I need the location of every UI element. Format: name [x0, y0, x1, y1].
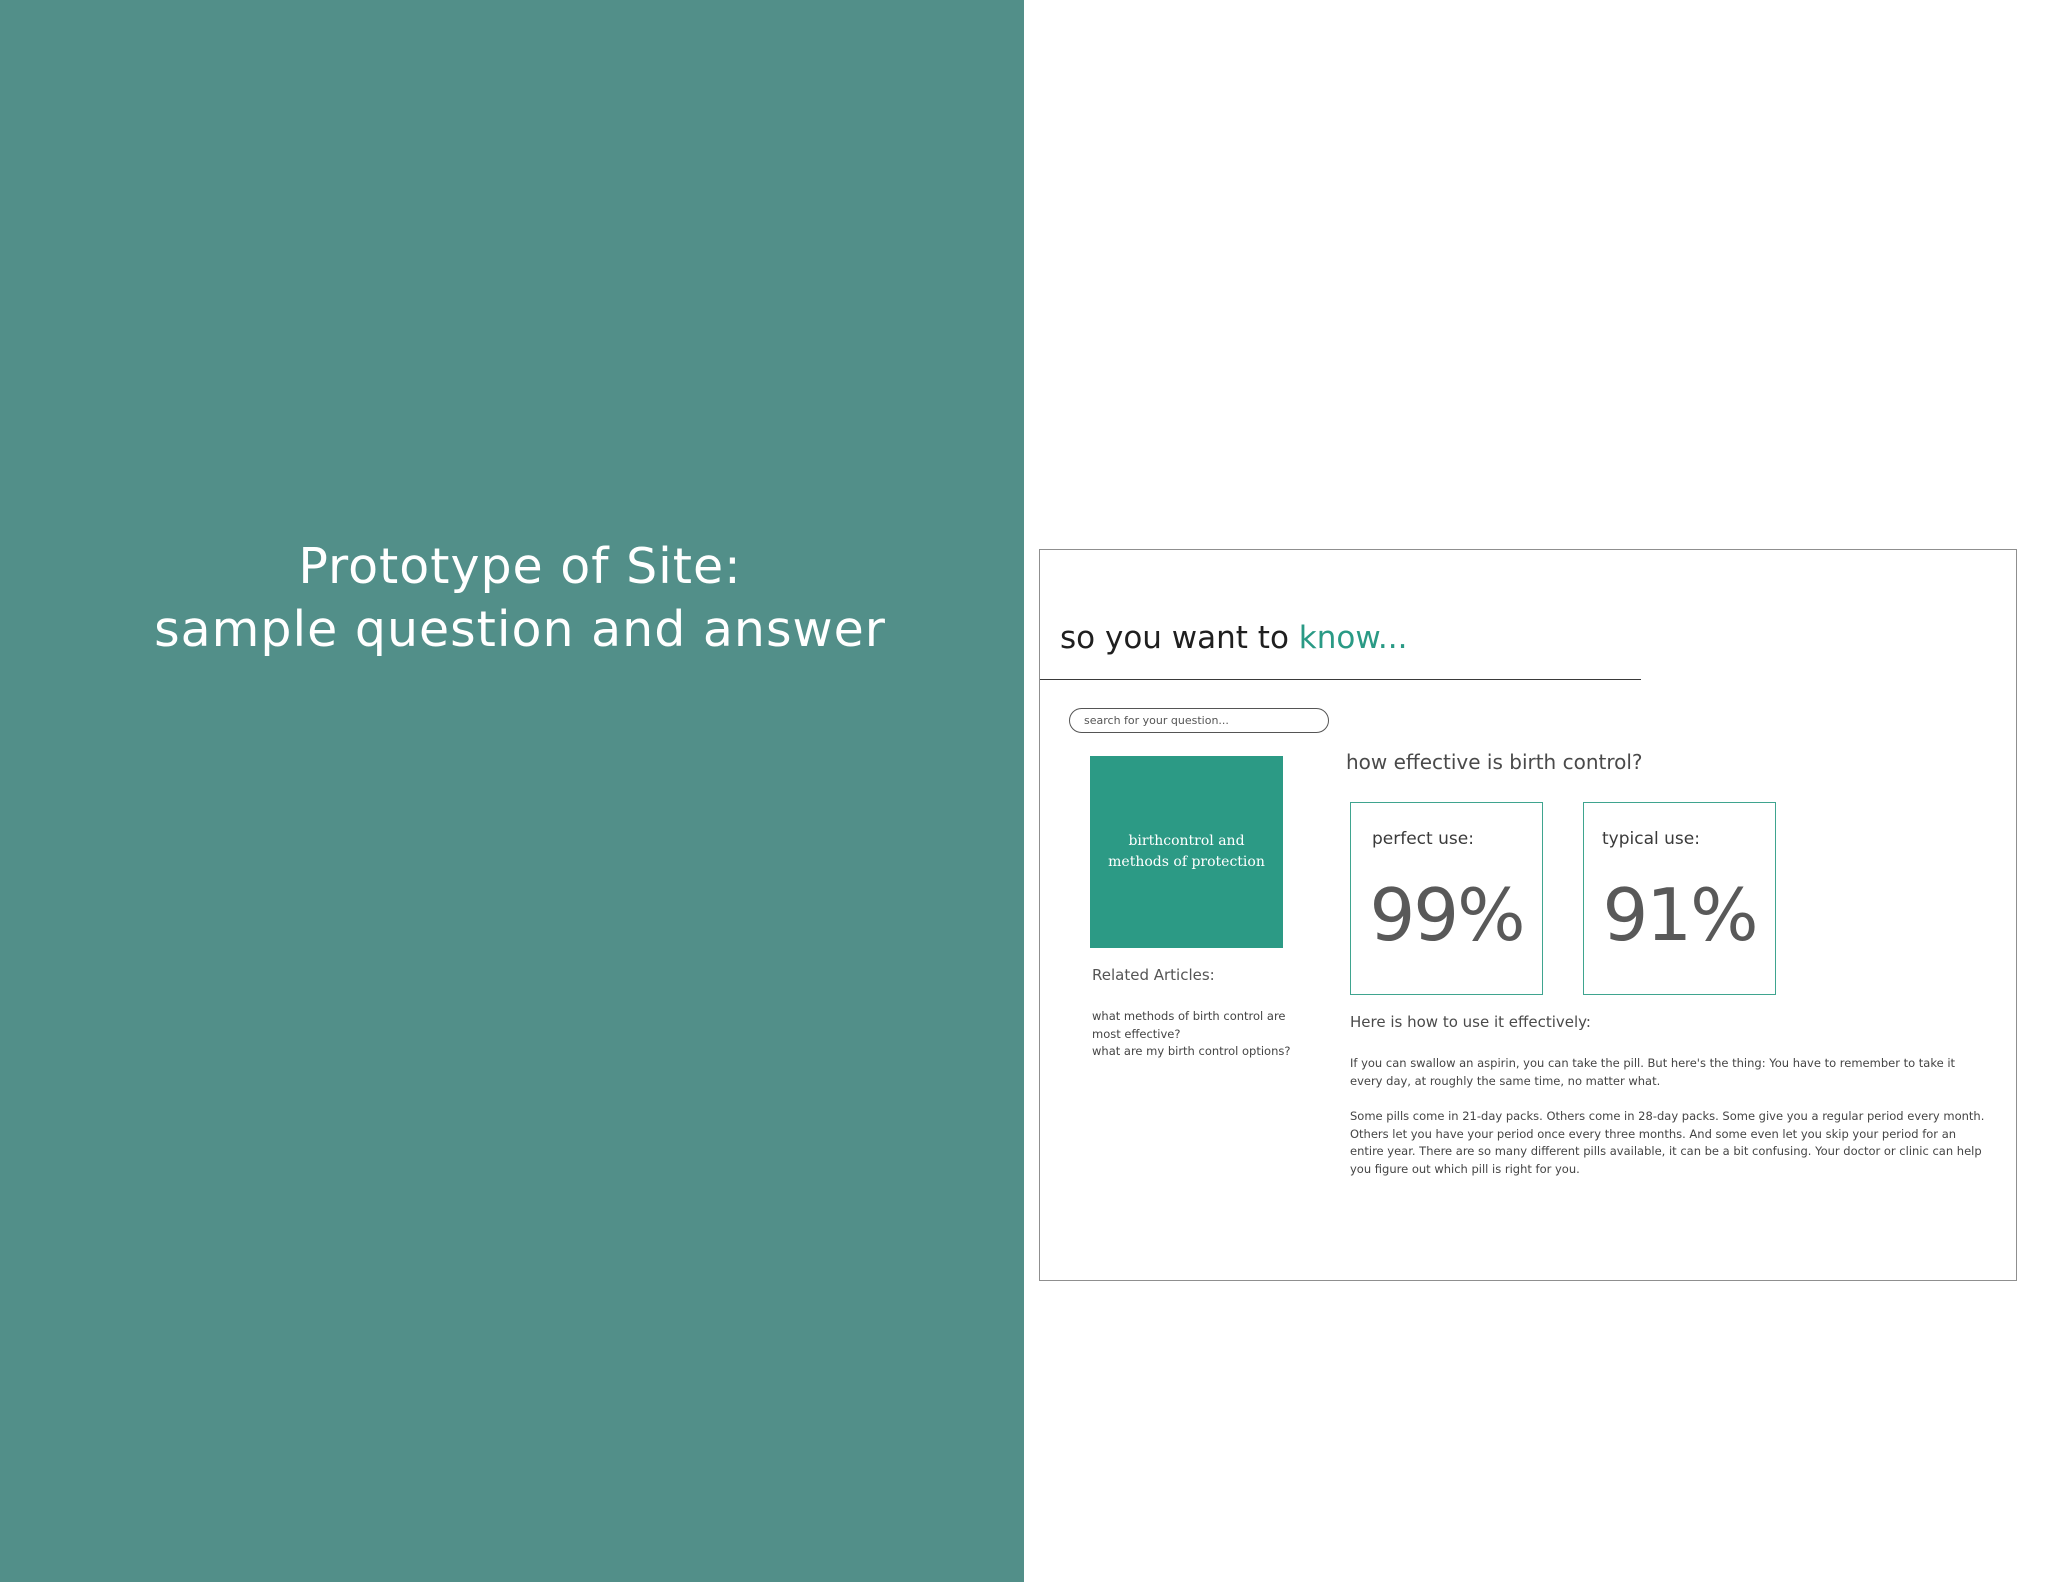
how-to-heading: Here is how to use it effectively: — [1350, 1013, 1591, 1031]
brand-prefix: so you want to — [1060, 620, 1299, 656]
slide-title — [0, 535, 1040, 661]
site-logo[interactable] — [1060, 620, 1407, 656]
stat-label: typical use: — [1602, 829, 1700, 849]
site-mockup — [1039, 549, 2017, 1281]
search-input[interactable] — [1069, 708, 1329, 733]
slide-title-line-1: Prototype of Site: — [298, 538, 742, 595]
related-article-link[interactable]: what methods of birth control are most effective? — [1092, 1009, 1286, 1041]
related-articles-list — [1092, 1008, 1292, 1061]
brand-accent: know... — [1298, 620, 1408, 656]
stat-label: perfect use: — [1372, 829, 1474, 849]
category-tile-birth-control[interactable]: birthcontrol and methods of protection — [1090, 756, 1283, 948]
stat-value: 91% — [1602, 873, 1757, 957]
answer-body — [1350, 1055, 1990, 1196]
header-divider — [1040, 679, 1641, 680]
answer-paragraph: If you can swallow an aspirin, you can take the pill. But here's the thing: You have to remember to take it every day, at roughly the same time, no matter what. — [1350, 1056, 1956, 1088]
question-title: how effective is birth control? — [1346, 750, 1643, 774]
stat-value: 99% — [1369, 873, 1524, 957]
stat-card-perfect-use — [1350, 802, 1543, 995]
slide-title-line-2: sample question and answer — [154, 601, 886, 658]
related-article-link[interactable]: what are my birth control options? — [1092, 1044, 1291, 1058]
related-articles-heading: Related Articles: — [1092, 966, 1215, 984]
answer-paragraph: Some pills come in 21-day packs. Others come in 28-day packs. Some give you a regular period every month. Others let you have your period once every three months. And some even let you skip your period for an entire year. There are so many different pills available, it can be a bit confusing. Your doctor or clinic can help you figure out which pill is right for you. — [1350, 1109, 1985, 1176]
stat-card-typical-use — [1583, 802, 1776, 995]
